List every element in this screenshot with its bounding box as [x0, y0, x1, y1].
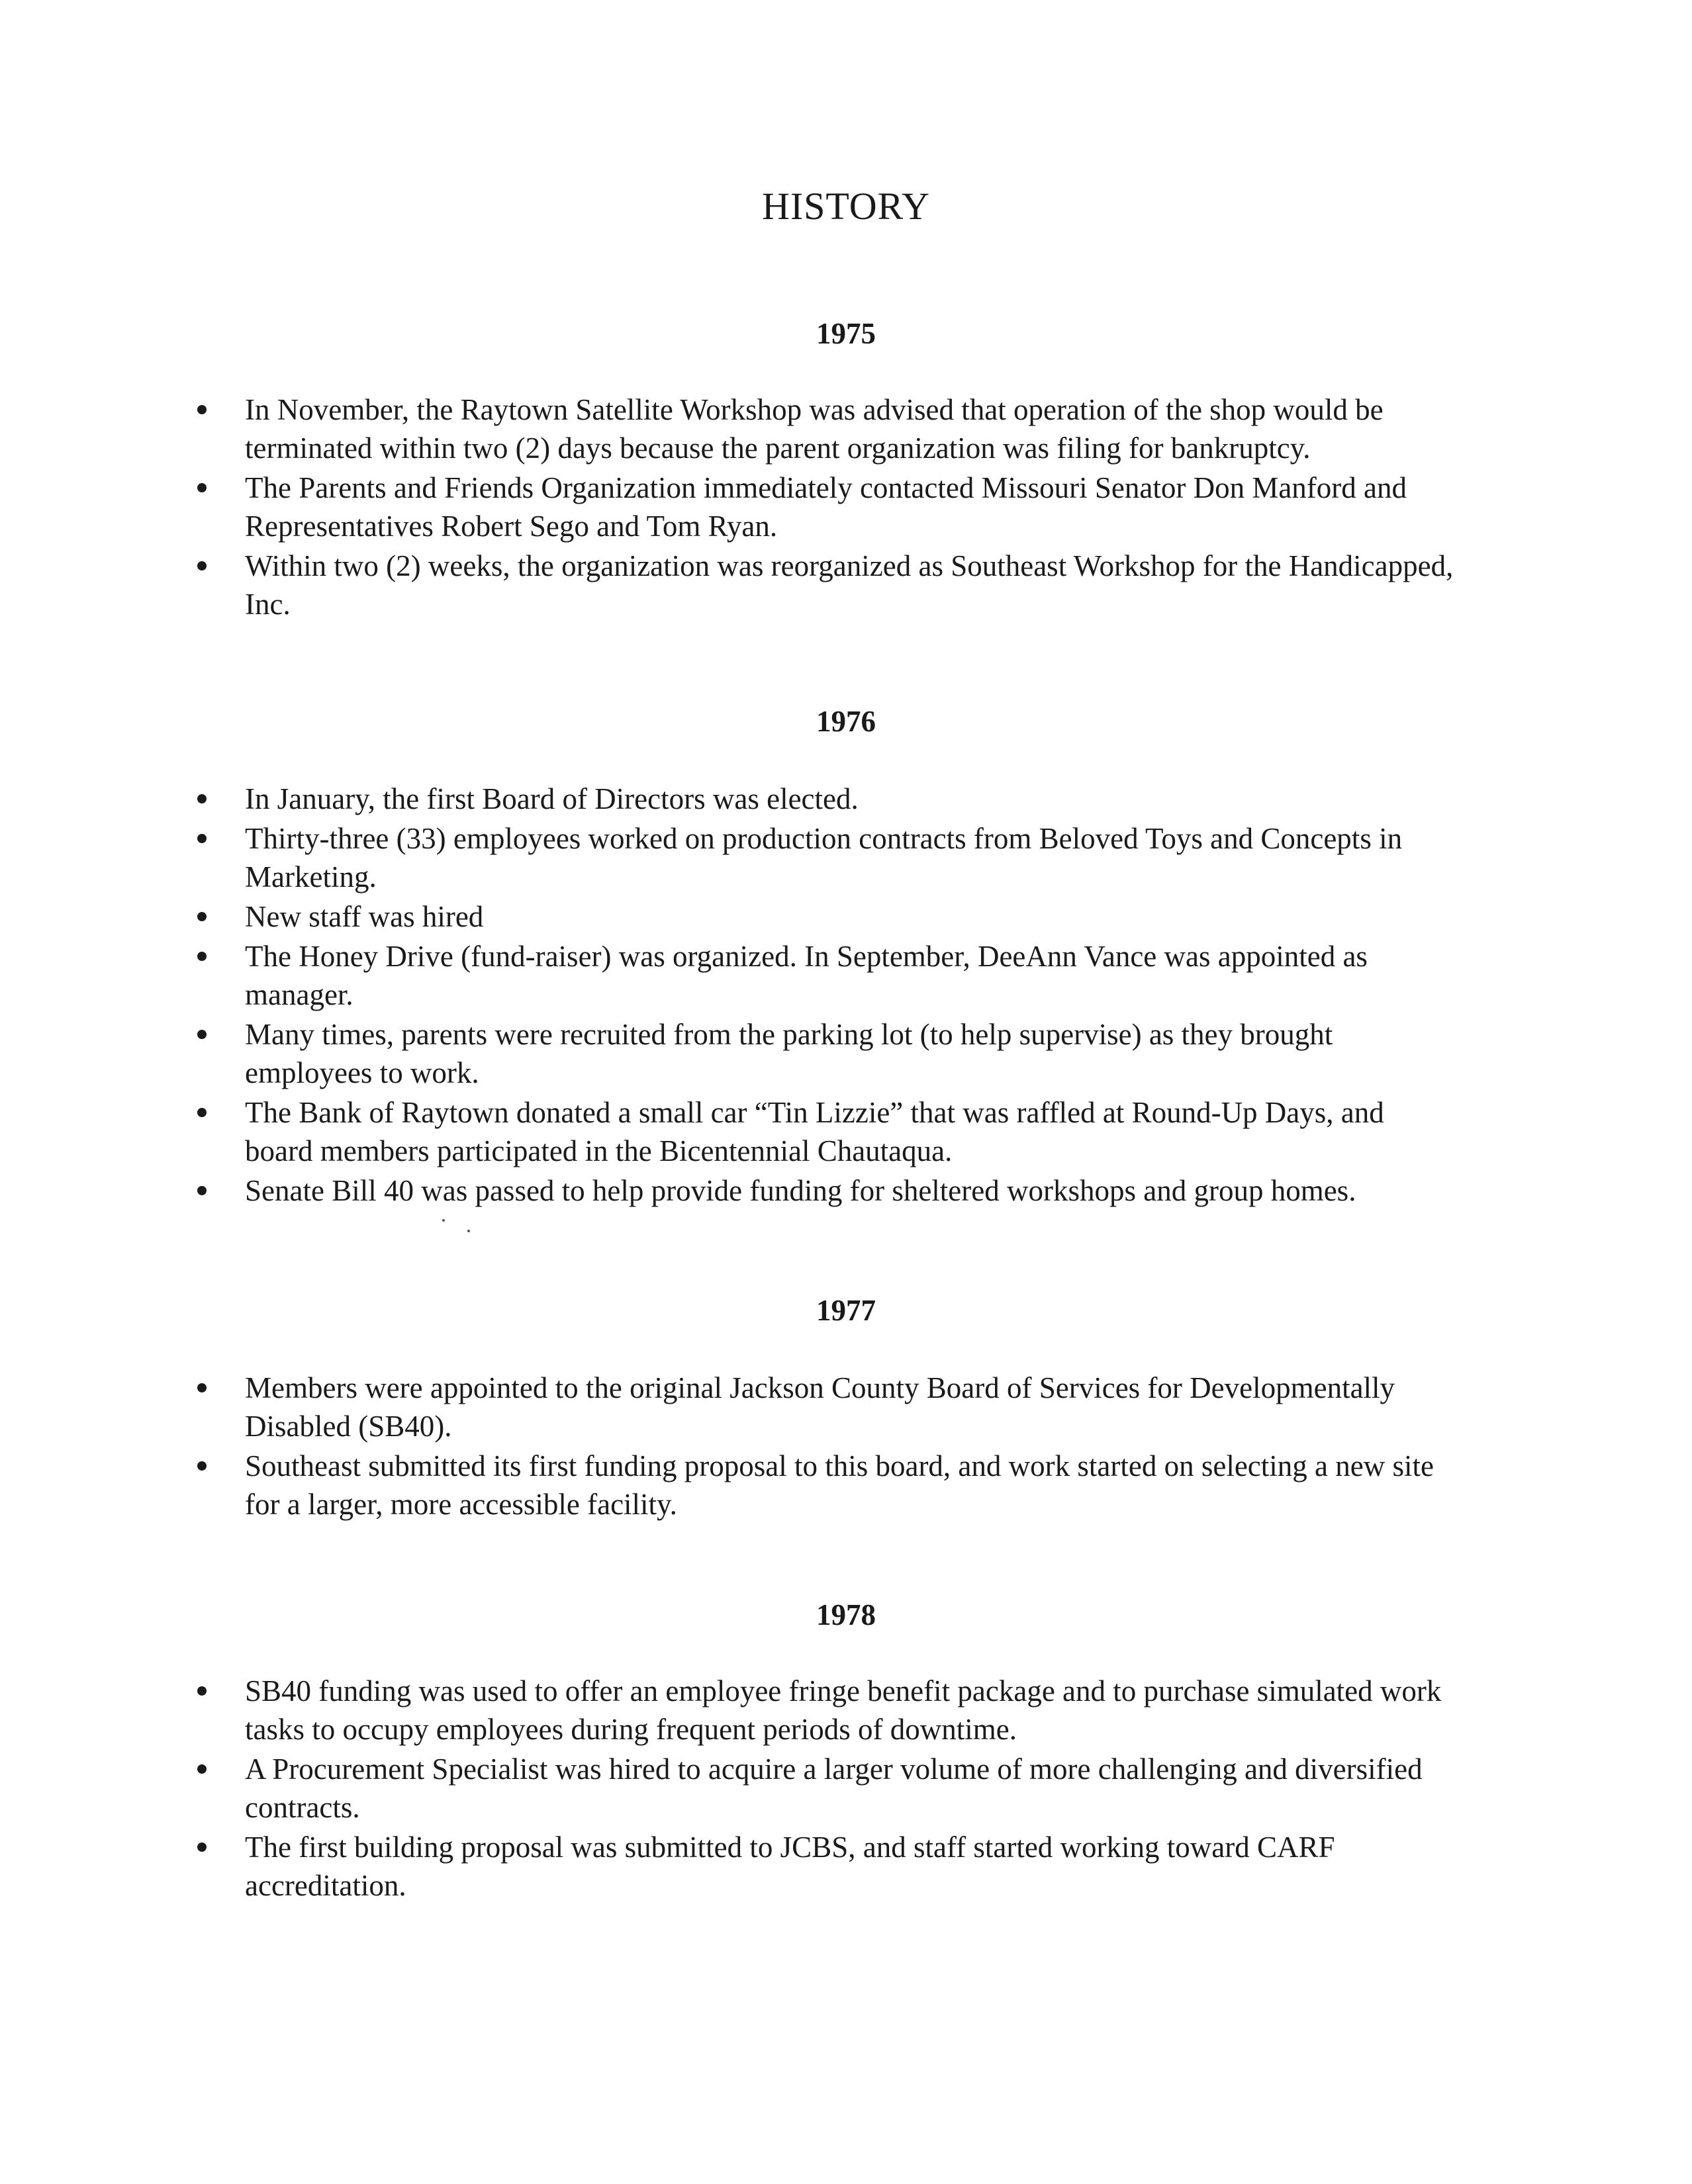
section-year: 1978 — [816, 1598, 876, 1631]
bullet-icon — [197, 1764, 207, 1774]
list-item-text: Members were appointed to the original Jackson County Board of Services for Developmentally Disabled (SB40). — [245, 1371, 1395, 1443]
list-item — [197, 390, 1455, 467]
list-item — [197, 1750, 1455, 1827]
scan-speck — [442, 1219, 445, 1222]
list-item-text: The Bank of Raytown donated a small car “Tin Lizzie” that was raffled at Round-Up Days, and board members participated in the Bicentennial Chautaqua. — [245, 1096, 1384, 1167]
bullet-list — [197, 780, 1455, 1211]
bullet-icon — [197, 1383, 207, 1392]
bullet-icon — [197, 834, 207, 843]
scan-speck — [467, 1230, 470, 1232]
bullet-icon — [197, 952, 207, 961]
list-item-text: New staff was hired — [245, 900, 484, 933]
list-item-text: The Honey Drive (fund-raiser) was organized. In September, DeeAnn Vance was appointed as manager. — [245, 940, 1368, 1011]
bullet-icon — [197, 483, 207, 492]
list-item-text: Many times, parents were recruited from the parking lot (to help supervise) as they brought employees to work. — [245, 1018, 1333, 1089]
list-item-text: The first building proposal was submitted to JCBS, and staff started working toward CARF accreditation. — [245, 1831, 1335, 1902]
list-item — [197, 937, 1455, 1014]
list-item — [197, 1369, 1455, 1445]
bullet-icon — [197, 1686, 207, 1696]
list-item — [197, 547, 1455, 623]
bullet-icon — [197, 1108, 207, 1117]
bullet-icon — [197, 1030, 207, 1039]
list-item — [197, 1828, 1455, 1905]
bullet-icon — [197, 1186, 207, 1195]
bullet-icon — [197, 912, 207, 921]
list-item — [197, 1672, 1455, 1749]
list-item — [197, 1171, 1455, 1210]
list-item — [197, 1093, 1455, 1170]
list-item — [197, 897, 1455, 936]
bullet-icon — [197, 1843, 207, 1852]
list-item-text: In January, the first Board of Directors was elected. — [245, 782, 859, 815]
section-year: 1977 — [816, 1294, 876, 1327]
list-item-text: A Procurement Specialist was hired to acquire a larger volume of more challenging and diversified contracts. — [245, 1752, 1423, 1824]
list-item-text: SB40 funding was used to offer an employee fringe benefit package and to purchase simulated work tasks to occupy employees during frequent periods of downtime. — [245, 1674, 1442, 1746]
list-item-text: Senate Bill 40 was passed to help provide funding for sheltered workshops and group homes. — [245, 1174, 1356, 1207]
bullet-list — [197, 390, 1455, 625]
bullet-icon — [197, 794, 207, 803]
list-item — [197, 1447, 1455, 1524]
bullet-icon — [197, 561, 207, 570]
list-item-text: Southeast submitted its first funding proposal to this board, and work started on selecting a new site for a larger, more accessible facility. — [245, 1449, 1434, 1521]
bullet-icon — [197, 405, 207, 414]
list-item — [197, 780, 1455, 818]
list-item — [197, 1015, 1455, 1092]
list-item — [197, 469, 1455, 545]
list-item-text: Within two (2) weeks, the organization was reorganized as Southeast Workshop for the Handicapped, Inc. — [245, 549, 1454, 621]
list-item-text: Thirty-three (33) employees worked on production contracts from Beloved Toys and Concepts in Marketing. — [245, 822, 1403, 893]
list-item — [197, 819, 1455, 896]
section-year: 1976 — [816, 705, 876, 738]
section-year: 1975 — [816, 317, 876, 350]
list-item-text: In November, the Raytown Satellite Workshop was advised that operation of the shop would be terminated within two (2) days because the parent organization was filing for bankruptcy. — [245, 393, 1384, 465]
list-item-text: The Parents and Friends Organization immediately contacted Missouri Senator Don Manford and Representatives Robert Sego and Tom Ryan. — [245, 471, 1407, 543]
bullet-list — [197, 1672, 1455, 1906]
bullet-list — [197, 1369, 1455, 1525]
bullet-icon — [197, 1461, 207, 1471]
page-title: HISTORY — [761, 185, 931, 228]
